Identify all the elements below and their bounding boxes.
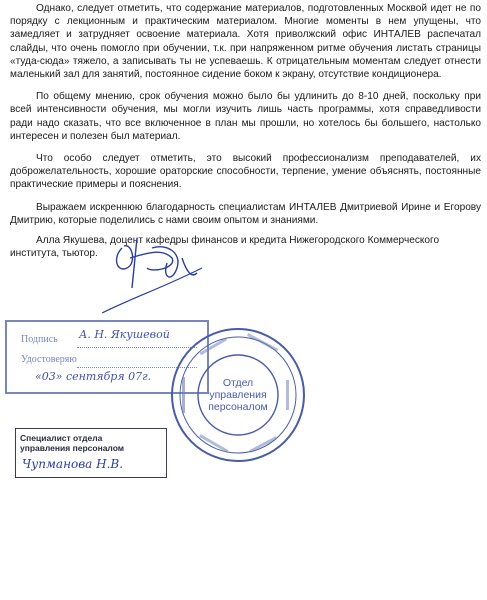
spec-line-1: Специалист отдела: [20, 433, 103, 443]
round-seal: [168, 325, 308, 465]
spec-line-2: управления персоналом: [20, 443, 125, 453]
seal-line-2: управления: [209, 389, 267, 401]
paragraph-4: Выражаем искреннюю благодарность специалистам ИНТАЛЕВ Дмитриевой Ирине и Егорову Дмитрию, которые поделились с нами своим опытом и знаниями.: [10, 201, 481, 226]
author-signature-line: Алла Якушева, доцент кафедры финансов и кредита Нижегородского Коммерческого института, тьютор.: [10, 235, 440, 260]
stamp-handwritten-name: А. Н. Якушевой: [79, 328, 170, 341]
seal-line-3: персоналом: [208, 401, 268, 413]
stamp-certify-label: Удостоверяю: [21, 354, 77, 365]
paragraph-3: Что особо следует отметить, это высокий профессионализм преподавателей, их доброжелательность, хорошие ораторские способности, терпение, умение объяснять, постоянные практические примеры и пояснения.: [10, 153, 481, 191]
specialist-stamp: [15, 428, 167, 478]
seal-line-1: Отдел: [222, 377, 254, 389]
spec-handwritten-name: Чупманова Н.В.: [22, 457, 124, 471]
paragraph-1: Однако, следует отметить, что содержание материалов, подготовленных Москвой идет не по порядку с лекционным и практическим материалом. Многие моменты в нем упущены, что замедляет и затрудняет освоение материала. Хотя приволжский офис ИНТАЛЕВ распечатал слайды, что очень помогло при обучении, т.к. при напряженном ритме обучения листать страницы «туда-сюда» тяжело, а записывать ты не успеваешь. К отрицательным моментам следует отнести маленький зал для занятий, постоянное сидение боком к экрану, отсутствие кондиционера.: [10, 3, 481, 81]
stamp-signature-label: Подпись: [21, 334, 58, 345]
paragraph-2: По общему мнению, срок обучения можно было бы удлинить до 8-10 дней, поскольку при всей интенсивности обучения, мы могли изучить лишь часть программы, хотя справедливости ради надо сказать, что все включенное в план мы прошли, но хотелось бы большего, настолько интересен и полезен был материал.: [10, 91, 481, 142]
handwritten-signature: [92, 228, 212, 318]
letter-body: [10, 2, 481, 260]
stamp-handwritten-date: «03» сентября 07г.: [35, 370, 152, 383]
